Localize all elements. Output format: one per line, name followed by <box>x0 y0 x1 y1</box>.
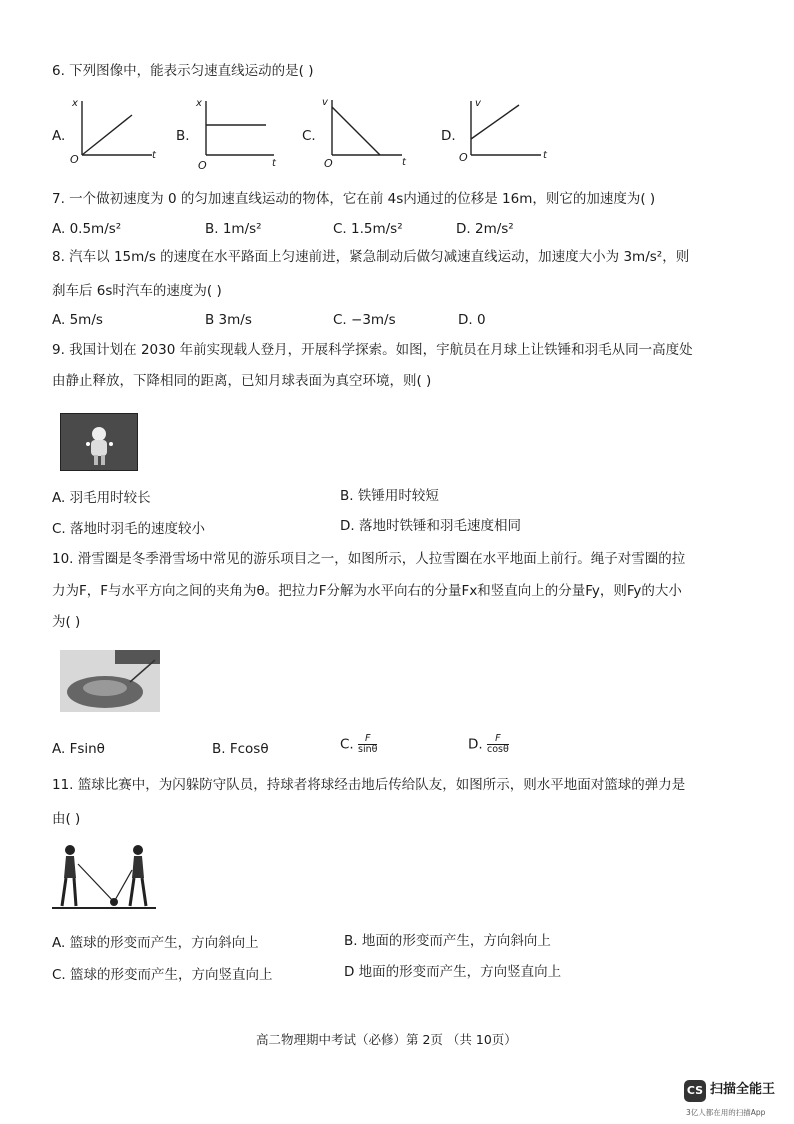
q7-option-c: C. 1.5m/s² <box>333 221 403 237</box>
graph-b <box>176 95 296 173</box>
graph-a-yaxis-label: x <box>72 98 78 109</box>
graph-d-xaxis-label: t <box>543 150 547 161</box>
graph-a-origin: O <box>70 153 79 166</box>
q9-stem-line1: 9. 我国计划在 2030 年前实现载人登月，开展科学探索。如图，宇航员在月球上让铁锤和羽毛从同一高度处 <box>52 342 693 358</box>
q6-stem: 6. 下列图像中，能表示匀速直线运动的是( ) <box>52 63 314 79</box>
q10-option-c-fraction <box>358 734 377 755</box>
basketball-players-figure <box>52 840 156 912</box>
q7-option-d: D. 2m/s² <box>456 221 514 237</box>
q9-option-a: A. 羽毛用时较长 <box>52 490 151 506</box>
q10-option-c <box>340 734 377 755</box>
q10-option-c-label: C. <box>340 736 354 753</box>
q9-stem-line2: 由静止释放，下降相同的距离，已知月球表面为真空环境，则( ) <box>52 373 432 389</box>
graph-c-yaxis-label: v <box>322 97 328 108</box>
graph-c-origin: O <box>324 157 333 170</box>
q8-option-c: C. −3m/s <box>333 312 396 328</box>
graph-d-origin: O <box>459 151 468 164</box>
q10-stem-line2: 力为F，F与水平方向之间的夹角为θ。把拉力F分解为水平向右的分量Fx和竖直向上的分量Fy，则Fy的大小 <box>52 583 682 599</box>
q9-option-b: B. 铁锤用时较短 <box>340 488 439 504</box>
q7-stem: 7. 一个做初速度为 0 的匀加速直线运动的物体，它在前 4s内通过的位移是 16m，则它的加速度为( ) <box>52 191 656 207</box>
q11-option-b: B. 地面的形变而产生，方向斜向上 <box>344 933 551 949</box>
q11-stem-line2: 由( ) <box>52 811 81 827</box>
q8-stem-line1: 8. 汽车以 15m/s 的速度在水平路面上匀速前进，紧急制动后做匀减速直线运动，加速度大小为 3m/s²，则 <box>52 249 690 265</box>
q11-option-c: C. 篮球的形变而产生，方向竖直向上 <box>52 967 273 983</box>
q11-option-a: A. 篮球的形变而产生，方向斜向上 <box>52 935 259 951</box>
graph-d-label: D. <box>441 128 456 144</box>
graph-c <box>302 92 422 172</box>
basketball-photo <box>52 840 156 912</box>
q8-stem-line2: 刹车后 6s时汽车的速度为( ) <box>52 283 222 299</box>
graph-a-xaxis-label: t <box>152 150 156 161</box>
q10-option-d-numerator: F <box>487 734 509 745</box>
graph-b-origin: O <box>198 159 207 172</box>
q9-option-d: D. 落地时铁锤和羽毛速度相同 <box>340 518 521 534</box>
snow-tube-photo <box>60 650 160 712</box>
graph-c-xaxis-label: t <box>402 157 406 168</box>
q9-option-c: C. 落地时羽毛的速度较小 <box>52 521 206 537</box>
q8-option-a: A. 5m/s <box>52 312 103 328</box>
graph-a-line <box>82 115 132 155</box>
q10-option-a: A. Fsinθ <box>52 741 105 757</box>
astronaut-figure <box>61 414 137 470</box>
graph-b-axes <box>176 95 296 173</box>
q10-option-d <box>468 734 509 755</box>
snow-tube-figure <box>60 650 160 712</box>
q8-option-d: D. 0 <box>458 312 486 328</box>
q10-option-c-denominator: sinθ <box>358 744 378 755</box>
q10-option-c-numerator: F <box>358 734 377 745</box>
q10-option-b: B. Fcosθ <box>212 741 269 757</box>
moon-astronaut-photo <box>60 413 138 471</box>
q11-stem-line1: 11. 篮球比赛中，为闪躲防守队员，持球者将球经击地后传给队友，如图所示，则水平地面对篮球的弹力是 <box>52 777 686 793</box>
graph-a-label: A. <box>52 128 66 144</box>
watermark-tagline: 3亿人都在用的扫描App <box>686 1108 766 1117</box>
q11-option-d: D 地面的形变而产生，方向竖直向上 <box>344 964 562 980</box>
camscanner-logo-icon: CS <box>684 1080 706 1102</box>
graph-b-yaxis-label: x <box>196 98 202 109</box>
graph-d <box>441 95 561 167</box>
q10-option-d-denominator: cosθ <box>486 744 509 755</box>
q10-stem-line3: 为( ) <box>52 614 81 630</box>
q10-option-d-fraction <box>487 734 509 755</box>
graph-b-label: B. <box>176 128 190 144</box>
q10-stem-line1: 10. 滑雪圈是冬季滑雪场中常见的游乐项目之一，如图所示，人拉雪圈在水平地面上前行。绳子对雪圈的拉 <box>52 551 686 567</box>
q10-option-d-label: D. <box>468 736 483 753</box>
graph-c-label: C. <box>302 128 316 144</box>
q7-option-b: B. 1m/s² <box>205 221 262 237</box>
q7-option-a: A. 0.5m/s² <box>52 221 122 237</box>
watermark-app-name: 扫描全能王 <box>710 1082 776 1097</box>
graph-c-line <box>332 107 380 155</box>
graph-d-yaxis-label: v <box>475 98 481 109</box>
graph-b-xaxis-label: t <box>272 158 276 169</box>
page-footer: 高二物理期中考试（必修）第 2页 （共 10页） <box>256 1032 517 1047</box>
graph-a <box>52 95 172 167</box>
q8-option-b: B 3m/s <box>205 312 252 328</box>
